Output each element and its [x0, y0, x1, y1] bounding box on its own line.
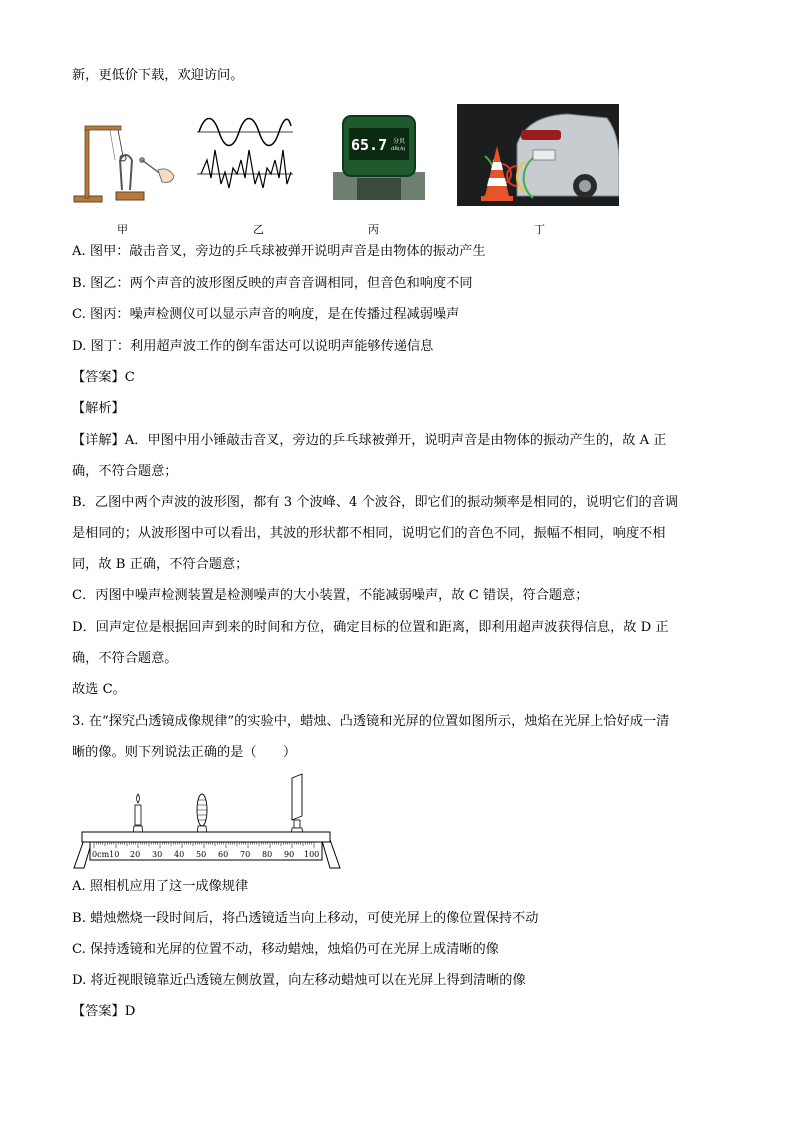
- q2-detail-line: 是相同的；从波形图中可以看出，其波的形状都不相同，说明它们的音色不同，振幅不相同，响度不相: [72, 526, 666, 541]
- figure-bing-noise-meter: [333, 112, 425, 200]
- figure-ding-parking-radar: [457, 104, 619, 206]
- q3-answer: 【答案】D: [72, 1004, 136, 1019]
- light-screen: [291, 774, 303, 836]
- noise-meter-unit-top: 分贝: [393, 138, 406, 145]
- noise-meter-graphic: [333, 112, 425, 200]
- caption-jia: 甲: [117, 223, 128, 236]
- q3-option-a: A. 照相机应用了这一成像规律: [72, 879, 249, 894]
- caption-bing: 丙: [368, 223, 379, 236]
- q2-analysis-title: 【解析】: [72, 401, 125, 416]
- q2-answer: 【答案】C: [72, 370, 135, 385]
- q2-detail-line: B．乙图中两个声波的波形图，都有 3 个波峰、4 个波谷，即它们的振动频率是相同的，说明它们的音调: [72, 495, 679, 510]
- convex-lens: [197, 794, 207, 836]
- figure-optical-bench: [72, 770, 342, 870]
- ruler-label: 80: [262, 850, 273, 859]
- candle: [133, 794, 143, 836]
- q3-option-c: C. 保持透镜和光屏的位置不动，移动蜡烛，烛焰仍可在光屏上成清晰的像: [72, 942, 499, 957]
- q2-detail-line: C．丙图中噪声检测装置是检测噪声的大小装置，不能减弱噪声，故 C 错误，符合题意；: [72, 588, 589, 603]
- q2-option-a: A. 图甲：敲击音叉，旁边的乒乓球被弹开说明声音是由物体的振动产生: [72, 244, 486, 259]
- q3-option-d: D. 将近视眼镜靠近凸透镜左侧放置，向左移动蜡烛可以在光屏上得到清晰的像: [72, 973, 526, 988]
- q2-detail-line: D．回声定位是根据回声到来的时间和方位，确定目标的位置和距离，即利用超声波获得信息，故 D 正: [72, 620, 669, 635]
- q3-stem-line: 3. 在“探究凸透镜成像规律”的实验中，蜡烛、凸透镜和光屏的位置如图所示，烛焰在光屏上恰好成一清: [72, 714, 670, 729]
- figure-jia-tuning-fork: [70, 120, 180, 210]
- q2-option-b: B. 图乙：两个声音的波形图反映的声音音调相同，但音色和响度不同: [72, 276, 473, 291]
- ruler-label: 100: [304, 850, 320, 859]
- ruler-label: 0cm10: [92, 850, 120, 859]
- noise-meter-unit-bottom: dB(A): [391, 146, 406, 152]
- q2-option-d: D. 图丁：利用超声波工作的倒车雷达可以说明声能够传递信息: [72, 339, 434, 354]
- q2-conclusion: 故选 C。: [72, 682, 126, 697]
- q3-stem-line: 晰的像。则下列说法正确的是（ ）: [72, 745, 297, 760]
- page-header-note: 新，更低价下载，欢迎访问。: [72, 68, 244, 83]
- ruler-label: 70: [240, 850, 251, 859]
- q2-option-c: C. 图丙：噪声检测仪可以显示声音的响度，是在传播过程减弱噪声: [72, 307, 460, 322]
- q2-detail-line: 确，不符合题意。: [72, 651, 178, 666]
- caption-yi: 乙: [253, 223, 264, 236]
- q3-option-b: B. 蜡烛燃烧一段时间后，将凸透镜适当向上移动，可使光屏上的像位置保持不动: [72, 911, 539, 926]
- caption-ding: 丁: [534, 223, 545, 236]
- ruler-label: 60: [218, 850, 229, 859]
- ruler-label: 40: [174, 850, 185, 859]
- ruler-label: 30: [152, 850, 163, 859]
- q2-detail-line: 【详解】A．甲图中用小锤敲击音叉，旁边的乒乓球被弹开，说明声音是由物体的振动产生的，故 A 正: [72, 433, 667, 448]
- q2-detail-line: 同，故 B 正确，不符合题意；: [72, 557, 249, 572]
- noise-meter-value: 65.7: [351, 136, 388, 154]
- ruler-label: 20: [130, 850, 141, 859]
- figure-yi-waveforms: [195, 112, 295, 200]
- ruler-label: 90: [284, 850, 295, 859]
- q2-detail-line: 确，不符合题意；: [72, 464, 178, 479]
- ruler-label: 50: [196, 850, 207, 859]
